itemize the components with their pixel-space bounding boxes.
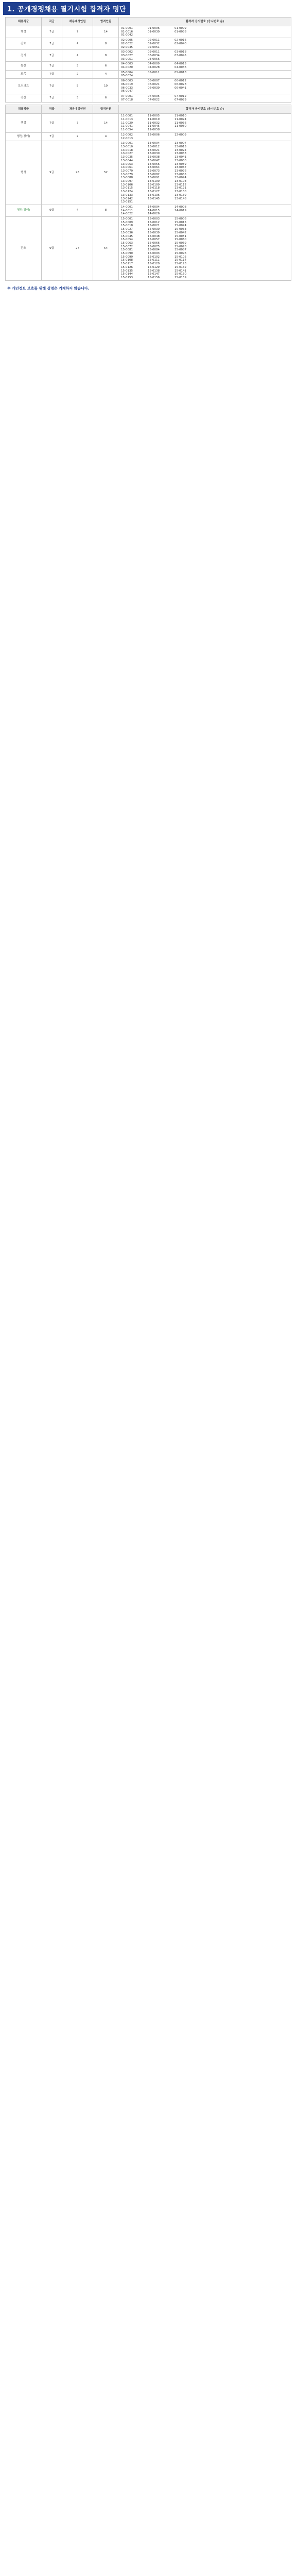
applicant-id: 06-0019 [121,82,133,86]
applicant-id: 15-0042 [175,231,186,234]
header-pass: 합격인원 [93,105,119,114]
field-cell: 행정 [6,114,42,133]
pass-cell: 10 [93,79,119,94]
applicant-id: 15-0087 [175,248,186,252]
id-list [121,27,289,37]
applicant-id: 13-0082 [148,173,160,176]
field-cell: 행정 [6,26,42,38]
applicant-id: 15-0054 [121,238,133,242]
applicant-id: 13-0038 [148,156,160,159]
applicant-id: 15-0147 [148,273,160,276]
applicant-id: 12-0009 [175,133,186,137]
applicant-id: 15-0036 [121,231,133,234]
id-list [121,39,289,49]
applicant-id: 01-0042 [121,33,133,37]
applicant-id: 02-0032 [148,42,160,45]
id-list [121,217,289,280]
applicant-id: 01-0001 [121,27,133,30]
applicant-id: 06-0039 [148,86,160,90]
applicant-id: 15-0027 [121,228,133,231]
id-cell [119,114,291,133]
applicant-id: 11-0010 [175,114,186,118]
applicant-id: 13-0024 [175,148,186,152]
applicant-id: 07-0029 [175,98,186,101]
applicant-id: 02-0005 [121,39,133,42]
applicant-id: 13-0142 [121,197,133,200]
applicant-id: 15-0060 [175,238,186,242]
applicant-id: 06-0007 [148,79,160,83]
grade-cell: 7급 [42,26,62,38]
applicant-id: 07-0018 [121,98,133,101]
applicant-id: 11-0050 [175,125,186,128]
applicant-id: 14-0008 [175,205,186,209]
applicant-id: 15-0105 [175,255,186,259]
applicant-id: 13-0004 [148,142,160,145]
applicant-id: 11-0045 [148,125,160,128]
applicant-id: 13-0130 [175,190,186,194]
applicant-id: 13-0133 [121,193,133,197]
applicant-id: 13-0136 [148,193,160,197]
applicant-id: 04-0003 [121,62,133,66]
field-cell: 행정 [6,141,42,205]
applicant-id: 07-0022 [148,98,160,101]
applicant-id: 13-0097 [121,180,133,183]
applicant-id: 03-0034 [148,54,160,57]
applicant-id: 13-0056 [148,162,160,166]
applicant-id: 07-0012 [175,94,186,98]
grade-cell: 7급 [42,50,62,62]
header-grade: 직급 [42,105,62,114]
applicant-id: 04-0015 [175,62,186,66]
applicant-id: 13-0088 [121,176,133,180]
id-list [121,62,289,69]
grade-cell: 7급 [42,70,62,78]
field-cell: 행정(장애) [6,205,42,216]
applicant-id: 01-0038 [175,30,186,33]
result-table-wrap [5,17,291,103]
table-row [6,38,291,50]
applicant-id: 15-0051 [175,234,186,238]
table-row [6,114,291,133]
applicant-id: 13-0033 [175,152,186,156]
grade-cell: 7급 [42,62,62,70]
grade-cell: 9급 [42,205,62,216]
applicant-id: 13-0007 [175,142,186,145]
id-cell [119,205,291,216]
applicant-id: 15-0018 [121,224,133,228]
recruit-cell: 27 [62,217,93,281]
pass-cell: 6 [93,94,119,102]
applicant-id: 15-0063 [121,241,133,245]
applicant-id: 13-0050 [175,159,186,162]
grade-cell: 7급 [42,79,62,94]
applicant-id: 11-0005 [148,114,160,118]
applicant-id: 13-0001 [121,142,133,145]
applicant-id: 04-0036 [175,66,186,70]
applicant-id: 13-0059 [175,162,186,166]
grade-cell: 7급 [42,132,62,141]
applicant-id: 03-0011 [148,50,160,54]
applicant-id: 15-0069 [175,241,186,245]
applicant-id: 13-0106 [121,183,133,187]
table-row [6,94,291,102]
applicant-id: 15-0012 [148,221,160,224]
id-list [121,133,289,140]
applicant-id: 03-0051 [121,57,133,61]
table-row [6,70,291,78]
field-cell: 통신 [6,62,42,70]
pass-cell: 8 [93,38,119,50]
applicant-id: 13-0070 [121,169,133,173]
applicant-id: 15-0117 [121,262,133,266]
applicant-id: 15-0135 [121,269,133,273]
applicant-id: 15-0081 [121,248,133,252]
applicant-id: 11-0054 [121,128,133,132]
result-table-wrap [5,105,291,280]
applicant-id: 03-0027 [121,54,133,57]
applicant-id: 14-0001 [121,205,133,209]
applicant-id: 06-0041 [175,86,186,90]
table-row [6,132,291,141]
header-pass: 합격인원 [93,18,119,26]
applicant-id: 13-0041 [175,156,186,159]
applicant-id: 15-0003 [148,217,160,221]
id-list [121,114,289,132]
field-cell: 간호 [6,217,42,281]
applicant-id: 01-0006 [148,27,160,30]
recruit-cell: 3 [62,62,93,70]
header-ids: 합격자 응시번호 (응시번호 순) [119,18,291,26]
id-list [121,79,289,93]
recruit-cell: 26 [62,141,93,205]
applicant-id: 15-0096 [175,252,186,256]
table-row [6,205,291,216]
applicant-id: 15-0048 [148,234,160,238]
applicant-id: 13-0148 [175,197,186,200]
applicant-id: 01-0009 [175,27,186,30]
applicant-id: 13-0047 [148,159,160,162]
field-cell: 토목 [6,70,42,78]
applicant-id: 13-0012 [148,145,160,148]
applicant-id: 13-0073 [148,169,160,173]
id-list [121,142,289,204]
header-field: 채용직군 [6,18,42,26]
applicant-id: 13-0124 [121,190,133,194]
applicant-id: 15-0033 [175,228,186,231]
applicant-id: 13-0064 [148,166,160,170]
table-row [6,79,291,94]
applicant-id: 11-0013 [121,118,133,122]
applicant-id: 13-0085 [175,173,186,176]
applicant-id: 14-0015 [148,209,160,212]
applicant-id: 13-0027 [121,152,133,156]
applicant-id: 04-0028 [148,66,160,70]
applicant-id: 11-0029 [121,121,133,125]
applicant-id: 15-0141 [175,269,186,273]
pass-cell: 52 [93,141,119,205]
applicant-id: 02-0016 [175,39,186,42]
applicant-id: 15-0123 [175,262,186,266]
applicant-id: 13-0118 [148,187,160,190]
applicant-id: 15-0144 [121,273,133,276]
applicant-id: 15-0132 [175,265,186,269]
id-cell [119,79,291,94]
applicant-id: 05-0004 [121,71,133,74]
applicant-id: 12-0006 [148,133,160,137]
grade-cell: 7급 [42,38,62,50]
applicant-id: 05-0018 [175,71,186,74]
result-table [5,17,291,103]
id-list [121,95,289,101]
field-cell: 전기 [6,50,42,62]
applicant-id: 15-0030 [148,228,160,231]
applicant-id: 13-0100 [148,180,160,183]
recruit-cell: 7 [62,114,93,133]
id-list [121,50,289,61]
pass-cell: 54 [93,217,119,281]
table-row [6,50,291,62]
pass-cell: 8 [93,205,119,216]
applicant-id: 13-0151 [121,200,133,204]
applicant-id: 01-0016 [121,30,133,33]
applicant-id: 15-0114 [175,259,186,262]
applicant-id: 02-0045 [121,45,133,49]
applicant-id: 15-0093 [148,252,160,256]
applicant-id: 14-0022 [121,212,133,216]
header-grade: 직급 [42,18,62,26]
applicant-id: 13-0053 [121,162,133,166]
applicant-id: 15-0006 [175,217,186,221]
id-cell [119,217,291,281]
id-cell [119,26,291,38]
applicant-id: 15-0045 [121,234,133,238]
recruit-cell: 5 [62,79,93,94]
applicant-id: 13-0112 [175,183,186,187]
applicant-id: 15-0084 [148,248,160,252]
applicant-id: 04-0020 [121,66,133,70]
applicant-id: 13-0109 [148,183,160,187]
field-cell: 행정(장애) [6,132,42,141]
header-field: 채용직군 [6,105,42,114]
header-ids: 합격자 응시번호 (응시번호 순) [119,105,291,114]
id-cell [119,50,291,62]
applicant-id: 15-0153 [121,276,133,279]
applicant-id: 11-0041 [121,125,133,128]
applicant-id: 14-0019 [175,209,186,212]
table-row [6,217,291,281]
applicant-id: 15-0072 [121,245,133,248]
section-title-1: 1. 공개경쟁채용 필기시험 합격자 명단 [3,2,130,15]
id-cell [119,62,291,70]
applicant-id: 15-0021 [148,224,160,228]
applicant-id: 06-0003 [121,79,133,83]
applicant-id: 15-0066 [148,241,160,245]
closing-note: ※ 개인정보 보호를 위해 성명은 기재하지 않습니다. [7,286,90,291]
grade-cell: 9급 [42,217,62,281]
applicant-id: 14-0026 [148,212,160,216]
header-row [6,18,291,26]
applicant-id: 13-0018 [121,148,133,152]
applicant-id: 05-0024 [121,74,133,78]
pass-cell: 6 [93,62,119,70]
applicant-id: 01-0030 [148,30,160,33]
applicant-id: 15-0108 [121,259,133,262]
header-recruit: 채용예정인원 [62,105,93,114]
applicant-id: 13-0076 [175,169,186,173]
recruit-cell: 4 [62,38,93,50]
applicant-id: 11-0036 [175,121,186,125]
applicant-id: 15-0156 [148,276,160,279]
result-table [5,105,291,280]
applicant-id: 02-0011 [148,39,160,42]
applicant-id: 15-0111 [148,259,160,262]
applicant-id: 13-0035 [121,156,133,159]
applicant-id: 15-0129 [148,265,160,269]
recruit-cell: 4 [62,205,93,216]
applicant-id: 13-0145 [148,197,160,200]
recruit-cell: 2 [62,70,93,78]
field-cell: 간호 [6,38,42,50]
id-cell [119,70,291,78]
id-cell [119,141,291,205]
applicant-id: 15-0057 [148,238,160,242]
applicant-id: 11-0019 [148,118,160,122]
applicant-id: 07-0005 [148,94,160,98]
id-list [121,71,289,78]
applicant-id: 15-0039 [148,231,160,234]
applicant-id: 13-0115 [121,187,133,190]
applicant-id: 15-0075 [148,245,160,248]
applicant-id: 06-0028 [175,82,186,86]
applicant-id: 12-0013 [121,137,133,140]
applicant-id: 15-0150 [175,273,186,276]
pass-cell: 14 [93,114,119,133]
id-cell [119,38,291,50]
applicant-id: 14-0004 [148,205,160,209]
applicant-id: 11-0032 [148,121,160,125]
field-cell: 보건의료 [6,79,42,94]
applicant-id: 05-0011 [148,71,160,74]
table-row [6,62,291,70]
id-list [121,206,289,216]
applicant-id: 13-0061 [121,166,133,170]
applicant-id: 13-0094 [175,176,186,180]
applicant-id: 11-0024 [175,118,186,122]
pass-cell: 4 [93,70,119,78]
applicant-id: 11-0001 [121,114,133,118]
recruit-cell: 3 [62,94,93,102]
applicant-id: 06-0047 [121,90,133,93]
applicant-id: 14-0011 [121,209,133,212]
applicant-id: 07-0001 [121,94,133,98]
applicant-id: 03-0018 [175,50,186,54]
applicant-id: 06-0012 [175,79,186,83]
applicant-id: 12-0002 [121,133,133,137]
applicant-id: 15-0015 [175,221,186,224]
grade-cell: 7급 [42,94,62,102]
applicant-id: 13-0044 [121,159,133,162]
applicant-id: 02-0022 [121,42,133,45]
applicant-id: 15-0126 [121,265,133,269]
id-cell [119,132,291,141]
pass-cell: 8 [93,50,119,62]
applicant-id: 15-0009 [121,221,133,224]
applicant-id: 15-0078 [175,245,186,248]
applicant-id: 15-0159 [175,276,186,279]
grade-cell: 7급 [42,114,62,133]
applicant-id: 13-0103 [175,180,186,183]
id-cell [119,94,291,102]
applicant-id: 15-0099 [121,255,133,259]
applicant-id: 06-0021 [148,82,160,86]
recruit-cell: 7 [62,26,93,38]
applicant-id: 13-0021 [148,148,160,152]
content [0,17,296,281]
table-row [6,26,291,38]
applicant-id: 03-0056 [148,57,160,61]
applicant-id: 02-0051 [148,45,160,49]
applicant-id: 13-0121 [175,187,186,190]
applicant-id: 06-0033 [121,86,133,90]
applicant-id: 13-0015 [175,145,186,148]
applicant-id: 15-0001 [121,217,133,221]
applicant-id: 15-0090 [121,252,133,256]
applicant-id: 04-0009 [148,62,160,66]
recruit-cell: 2 [62,132,93,141]
applicant-id: 13-0091 [148,176,160,180]
applicant-id: 13-0139 [175,193,186,197]
applicant-id: 13-0010 [121,145,133,148]
table-row [6,141,291,205]
header-row [6,105,291,114]
applicant-id: 03-0002 [121,50,133,54]
header-recruit: 채용예정인원 [62,18,93,26]
applicant-id: 02-0040 [175,42,186,45]
applicant-id: 15-0120 [148,262,160,266]
grade-cell: 9급 [42,141,62,205]
pass-cell: 14 [93,26,119,38]
pass-cell: 4 [93,132,119,141]
applicant-id: 15-0138 [148,269,160,273]
field-cell: 전산 [6,94,42,102]
result-page [0,0,296,291]
applicant-id: 13-0030 [148,152,160,156]
applicant-id: 15-0024 [175,224,186,228]
applicant-id: 13-0079 [121,173,133,176]
applicant-id: 03-0045 [175,54,186,57]
applicant-id: 15-0102 [148,255,160,259]
applicant-id: 11-0058 [148,128,160,132]
applicant-id: 13-0067 [175,166,186,170]
recruit-cell: 4 [62,50,93,62]
applicant-id: 13-0127 [148,190,160,194]
